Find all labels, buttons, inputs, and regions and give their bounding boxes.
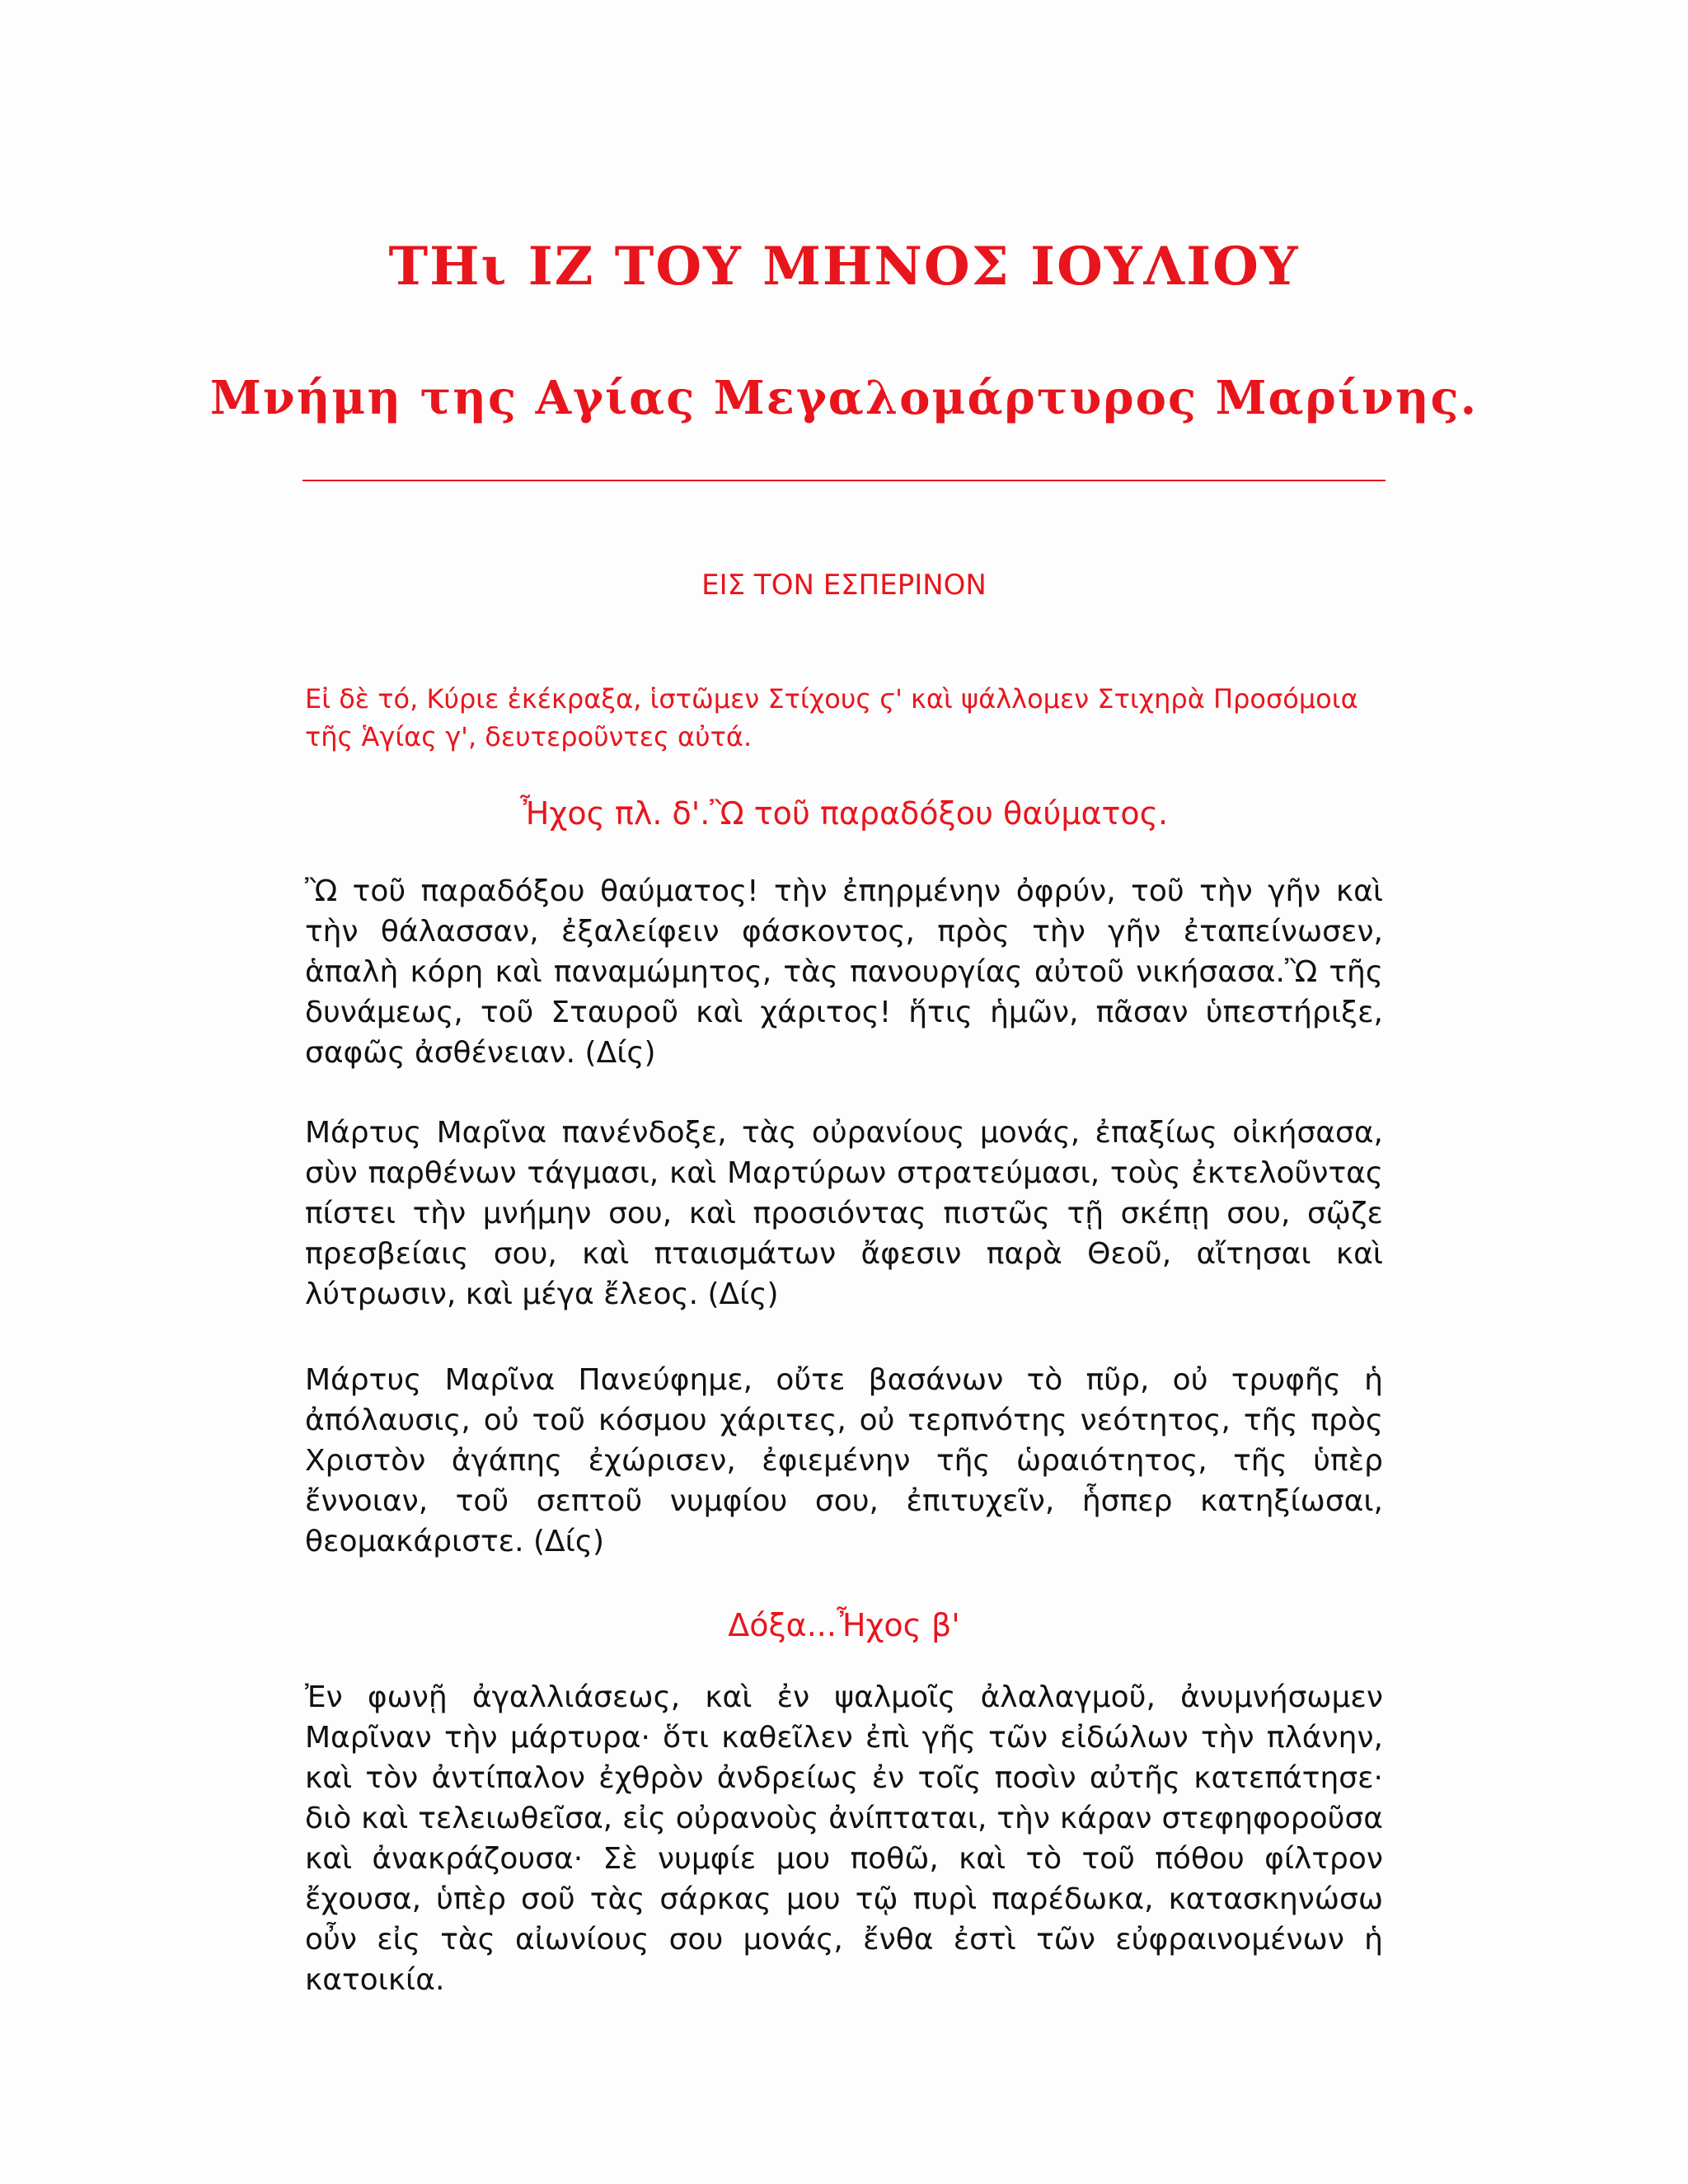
rubric-instruction: Εἰ δὲ τό, Κύριε ἐκέκραξα, ἱστῶμεν Στίχους ϛ' καὶ ψάλλομεν Στιχηρὰ Προσόμοια τῆς Ἁγίας γ', δευτεροῦντες αὐτά.: [305, 683, 1358, 752]
tone-heading-1: Ἦχος πλ. δ'.Ὢ τοῦ παραδόξου θαύματος.: [519, 795, 1169, 832]
tone-heading-2: Δόξα...Ἦχος β': [728, 1607, 960, 1643]
section-heading: ΕΙΣ ΤΟΝ ΕΣΠΕΡΙΝΟΝ: [701, 569, 987, 602]
hymn-paragraph-3: Μάρτυς Μαρῖνα Πανεύφημε, οὔτε βασάνων τὸ πῦρ, οὐ τρυφῆς ἡ ἀπόλαυσις, οὐ τοῦ κόσμου χάριτες, οὐ τερπνότης νεότητος, τῆς πρὸς Χριστὸν ἀγάπης ἐχώρισεν, ἐφιεμένην τῆς ὡραιότητος, τῆς ὑπὲρ ἔννοιαν, τοῦ σεπτοῦ νυμφίου σου, ἐπιτυχεῖν, ἧσπερ κατηξίωσαι, θεομακάριστε. (Δίς): [305, 1363, 1383, 1558]
page-subtitle: Μνήμη της Αγίας Μεγαλομάρτυρος Μαρίνης.: [209, 371, 1479, 425]
page-title: ΤΗι ΙΖ ΤΟΥ ΜΗΝΟΣ ΙΟΥΛΙΟΥ: [388, 236, 1300, 298]
hymn-paragraph-4: Ἐν φωνῇ ἀγαλλιάσεως, καὶ ἐν ψαλμοῖς ἀλαλαγμοῦ, ἀνυμνήσωμεν Μαρῖναν τὴν μάρτυρα· ὅτι καθεῖλεν ἐπὶ γῆς τῶν εἰδώλων τὴν πλάνην, καὶ τὸν ἀντίπαλον ἐχθρὸν ἀνδρείως ἐν τοῖς ποσὶν αὐτῆς κατεπάτησε· διὸ καὶ τελειωθεῖσα, εἰς οὐρανοὺς ἀνίπταται, τὴν κάραν στεφηφοροῦσα καὶ ἀνακράζουσα· Σὲ νυμφίε μου ποθῶ, καὶ τὸ τοῦ πόθου φίλτρον ἔχουσα, ὑπὲρ σοῦ τὰς σάρκας μου τῷ πυρὶ παρέδωκα, κατασκηνώσω οὖν εἰς τὰς αἰωνίους σου μονάς, ἔνθα ἐστὶ τῶν εὐφραινομένων ἡ κατοικία.: [305, 1680, 1383, 1997]
hymn-paragraph-1: Ὢ τοῦ παραδόξου θαύματος! τὴν ἐπηρμένην ὀφρύν, τοῦ τὴν γῆν καὶ τὴν θάλασσαν, ἐξαλείφειν φάσκοντος, πρὸς τὴν γῆν ἐταπείνωσεν, ἁπαλὴ κόρη καὶ παναμώμητος, τὰς πανουργίας αὐτοῦ νικήσασα.Ὢ τῆς δυνάμεως, τοῦ Σταυροῦ καὶ χάριτος! ἥτις ἡμῶν, πᾶσαν ὑπεστήριξε, σαφῶς ἀσθένειαν. (Δίς): [305, 874, 1383, 1070]
title-divider: [302, 480, 1386, 481]
hymn-paragraph-2: Μάρτυς Μαρῖνα πανένδοξε, τὰς οὐρανίους μονάς, ἐπαξίως οἰκήσασα, σὺν παρθένων τάγμασι, καὶ Μαρτύρων στρατεύμασι, τοὺς ἐκτελοῦντας πίστει τὴν μνήμην σου, καὶ προσιόντας πιστῶς τῇ σκέπῃ σου, σῷζε πρεσβείαις σου, καὶ πταισμάτων ἄφεσιν παρὰ Θεοῦ, αἴτησαι καὶ λύτρωσιν, καὶ μέγα ἔλεος. (Δίς): [305, 1116, 1383, 1311]
